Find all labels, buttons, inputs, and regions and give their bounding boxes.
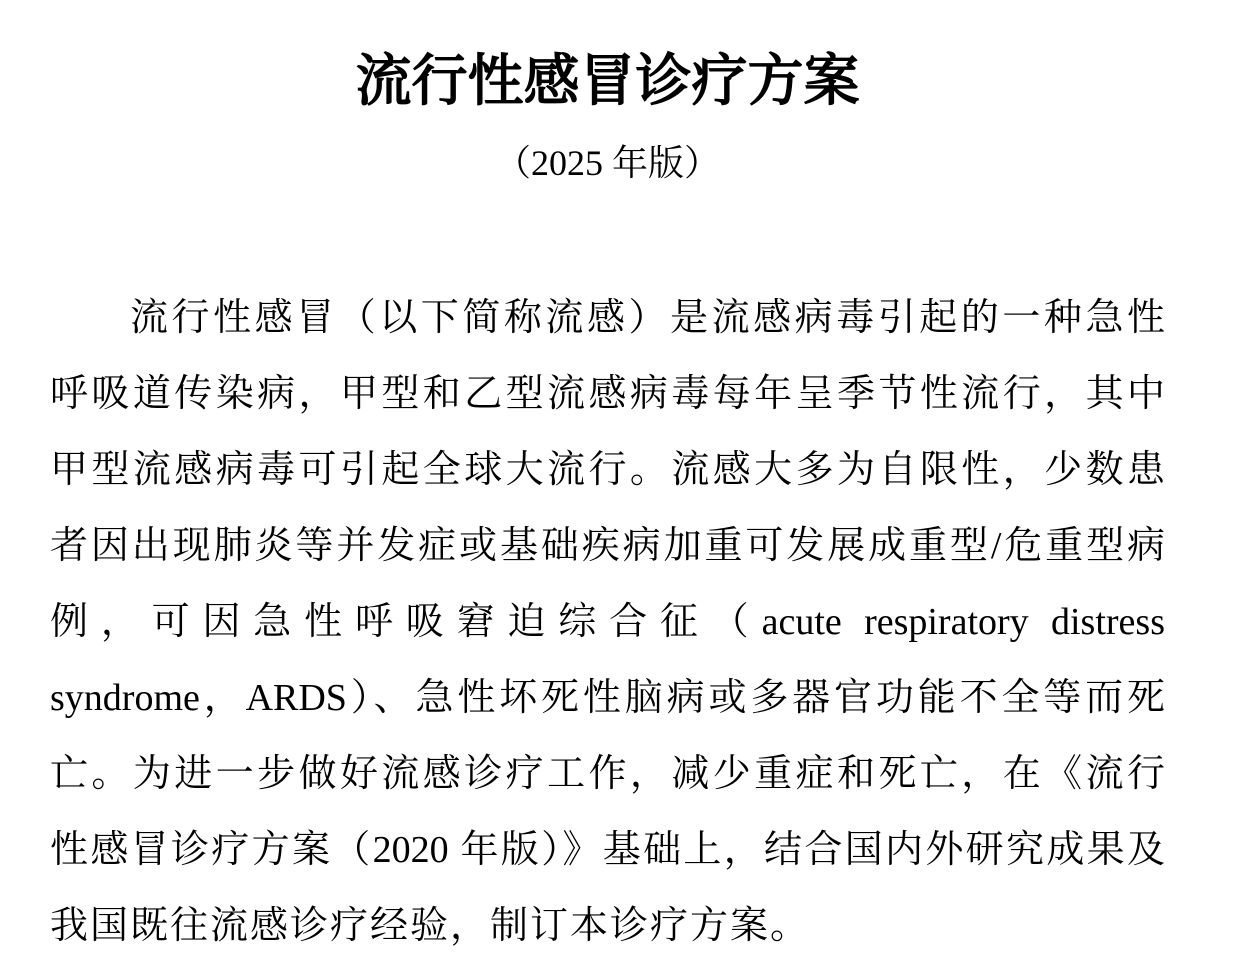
paragraph-line: 者因出现肺炎等并发症或基础疾病加重可发展成重型/危重型病 <box>50 525 1165 567</box>
paragraph-line: 亡。为进一步做好流感诊疗工作，减少重症和死亡，在《流行 <box>50 753 1165 795</box>
paragraph-line: 呼吸道传染病，甲型和乙型流感病毒每年呈季节性流行，其中 <box>50 373 1165 415</box>
document-title: 流行性感冒诊疗方案 <box>355 51 860 113</box>
paragraph-line: 我国既往流感诊疗经验，制订本诊疗方案。 <box>50 905 811 947</box>
paragraph-line: 例，可因急性呼吸窘迫综合征（acute respiratory distress <box>50 601 1165 643</box>
paragraph-line: 甲型流感病毒可引起全球大流行。流感大多为自限性，少数患 <box>50 449 1165 491</box>
intro-paragraph <box>50 280 1165 964</box>
paragraph-line: syndrome，ARDS）、急性坏死性脑病或多器官功能不全等而死 <box>50 677 1165 719</box>
document-content <box>50 0 1165 970</box>
paragraph-line: 性感冒诊疗方案（2020 年版）》基础上，结合国内外研究成果及 <box>50 829 1165 871</box>
document-subtitle: （2025 年版） <box>494 143 720 183</box>
paragraph-line: 流行性感冒（以下简称流感）是流感病毒引起的一种急性 <box>130 297 1165 339</box>
